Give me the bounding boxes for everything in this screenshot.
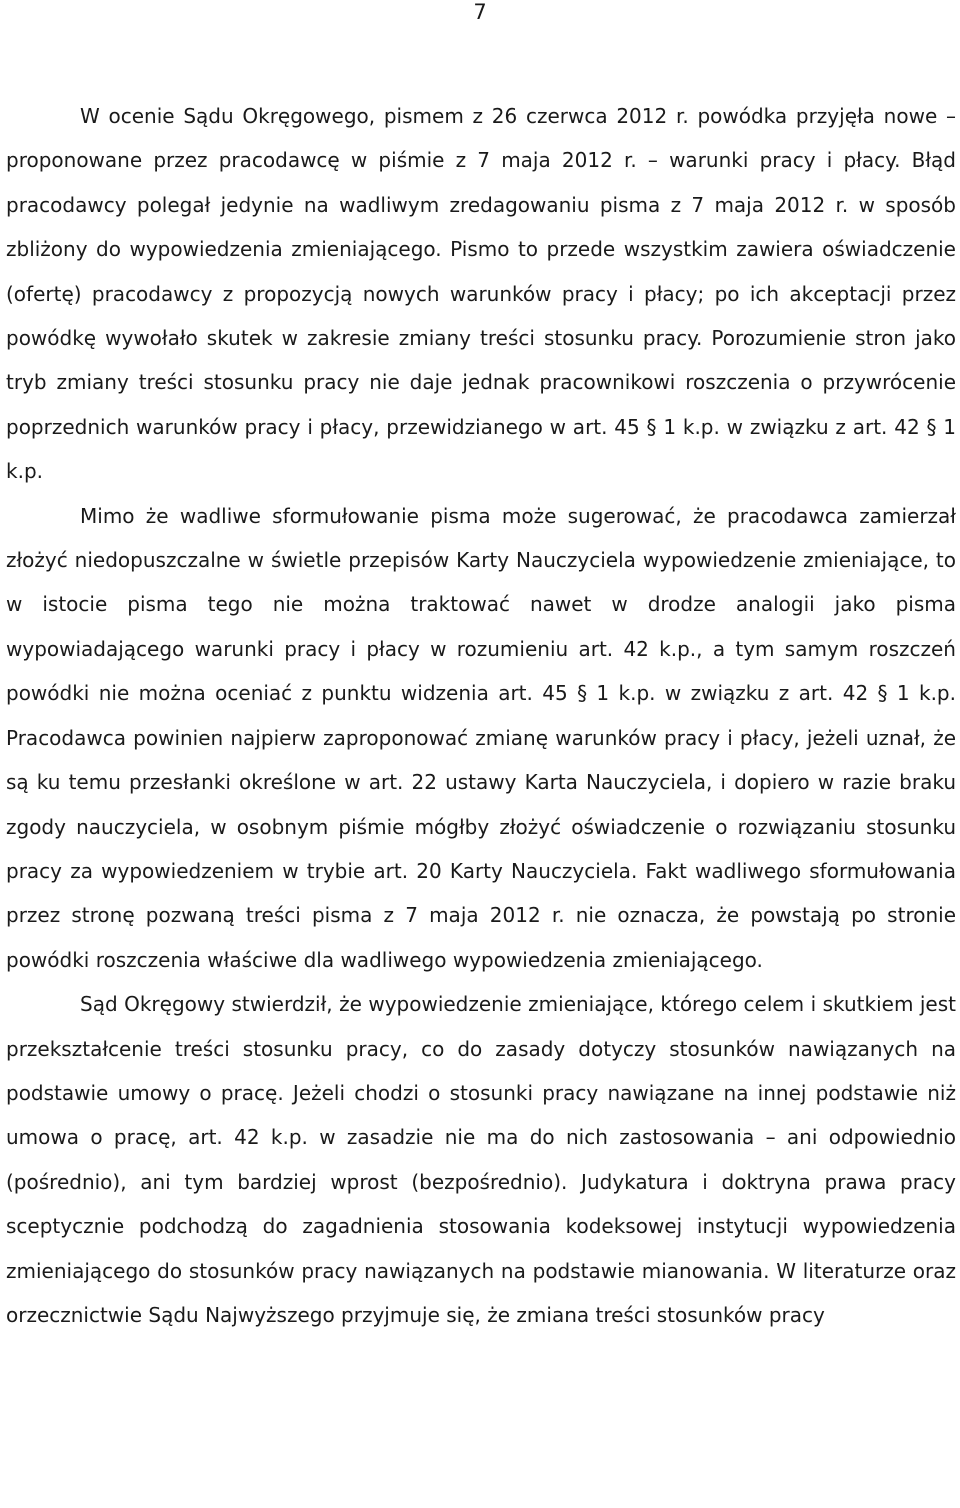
paragraph-3: Sąd Okręgowy stwierdził, że wypowiedzenie zmieniające, którego celem i skutkiem jest przekształcenie treści stosunku pracy, co do zasady dotyczy stosunków nawiązanych na podstawie umowy o pracę. Jeżeli chodzi o stosunki pracy nawiązane na innej podstawie niż umowa o pracę, art. 42 k.p. w zasadzie nie ma do nich zastosowania – ani odpowiednio (pośrednio), ani tym bardziej wprost (bezpośrednio). Judykatura i doktryna prawa pracy sceptycznie podchodzą do zagadnienia stosowania kodeksowej instytucji wypowiedzenia zmieniającego do stosunków pracy nawiązanych na podstawie mianowania. W literaturze oraz orzecznictwie Sądu Najwyższego przyjmuje się, że zmiana treści stosunków pracy [6,992,956,1327]
paragraph-2: Mimo że wadliwe sformułowanie pisma może sugerować, że pracodawca zamierzał złożyć niedopuszczalne w świetle przepisów Karty Nauczyciela wypowiedzenie zmieniające, to w istocie pisma tego nie można traktować nawet w drodze analogii jako pisma wypowiadającego warunki pracy i płacy w rozumieniu art. 42 k.p., a tym samym roszczeń powódki nie można oceniać z punktu widzenia art. 45 § 1 k.p. w związku z art. 42 § 1 k.p. Pracodawca powinien najpierw zaproponować zmianę warunków pracy i płacy, jeżeli uznał, że są ku temu przesłanki określone w art. 22 ustawy Karta Nauczyciela, i dopiero w razie braku zgody nauczyciela, w osobnym piśmie mógłby złożyć oświadczenie o rozwiązaniu stosunku pracy za wypowiedzeniem w trybie art. 20 Karty Nauczyciela. Fakt wadliwego sformułowania przez stronę pozwaną treści pisma z 7 maja 2012 r. nie oznacza, że powstają po stronie powódki roszczenia właściwe dla wadliwego wypowiedzenia zmieniającego. [6,503,956,972]
page-number: 7 [473,0,487,24]
paragraph-1: W ocenie Sądu Okręgowego, pismem z 26 czerwca 2012 r. powódka przyjęła nowe – proponowane przez pracodawcę w piśmie z 7 maja 2012 r. – warunki pracy i płacy. Błąd pracodawcy polegał jedynie na wadliwym zredagowaniu pisma z 7 maja 2012 r. w sposób zbliżony do wypowiedzenia zmieniającego. Pismo to przede wszystkim zawiera oświadczenie (ofertę) pracodawcy z propozycją nowych warunków pracy i płacy; po ich akceptacji przez powódkę wywołało skutek w zakresie zmiany treści stosunku pracy. Porozumienie stron jako tryb zmiany treści stosunku pracy nie daje jednak pracownikowi roszczenia o przywrócenie poprzednich warunków pracy i płacy, przewidzianego w art. 45 § 1 k.p. w związku z art. 42 § 1 k.p. [6,104,956,484]
document-body [6,94,956,1337]
